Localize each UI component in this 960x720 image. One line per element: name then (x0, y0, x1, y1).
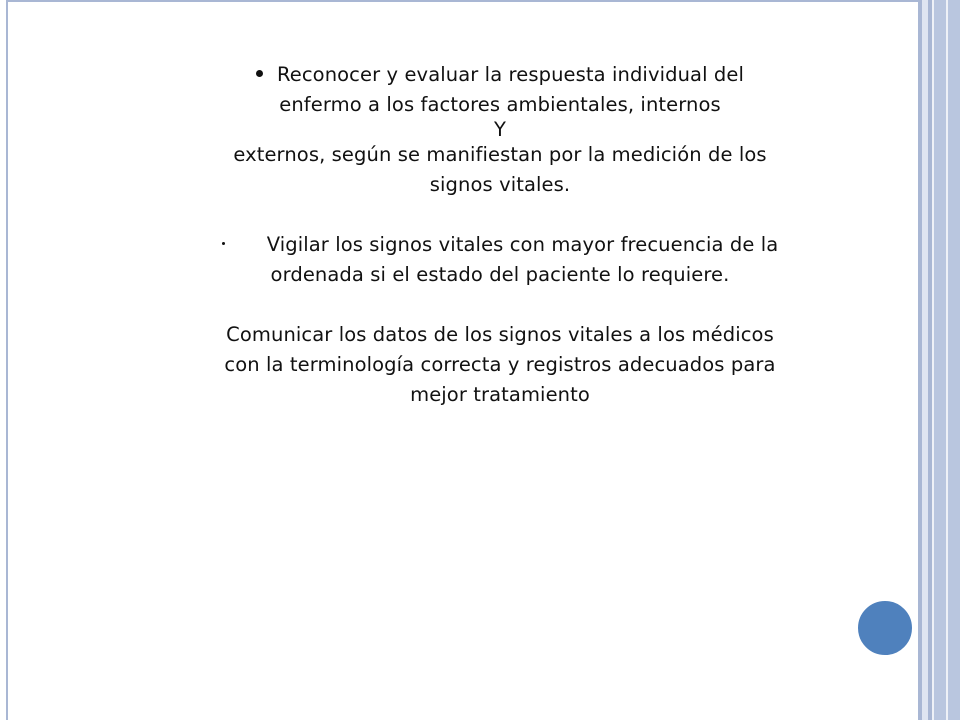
decorative-band (948, 0, 960, 720)
paragraph-1-line-5: signos vitales. (429, 173, 571, 196)
bullet-dot-icon (256, 70, 263, 77)
small-bullet-icon (222, 242, 225, 245)
paragraph-1-line-2: enfermo a los factores ambientales, internos (279, 93, 721, 116)
decorative-circle (855, 598, 915, 658)
slide-frame-top-border (6, 0, 918, 2)
paragraph-2-line-1-text: Vigilar los signos vitales con mayor frecuencia de la (266, 233, 779, 256)
slide-frame-left-border (6, 0, 8, 720)
paragraph-3-line-3: mejor tratamiento (410, 383, 590, 406)
paragraph-2-line-2: ordenada si el estado del paciente lo requiere. (270, 263, 730, 286)
paragraph-3-line-2: con la terminología correcta y registros adecuados para (224, 353, 776, 376)
paragraph-1-line-4: externos, según se manifiestan por la medición de los (233, 143, 767, 166)
paragraph-1-line-1-text: Reconocer y evaluar la respuesta individual del (276, 63, 745, 86)
paragraph-2-line-1 (150, 230, 850, 260)
paragraph-1-line-3: Y (493, 118, 506, 141)
paragraph-spacer (150, 200, 850, 230)
paragraph-1-line-1 (150, 60, 850, 90)
paragraph-3-line-1: Comunicar los datos de los signos vitales a los médicos (226, 323, 774, 346)
slide-body-text (150, 60, 850, 410)
decorative-band (934, 0, 946, 720)
paragraph-spacer (150, 290, 850, 320)
